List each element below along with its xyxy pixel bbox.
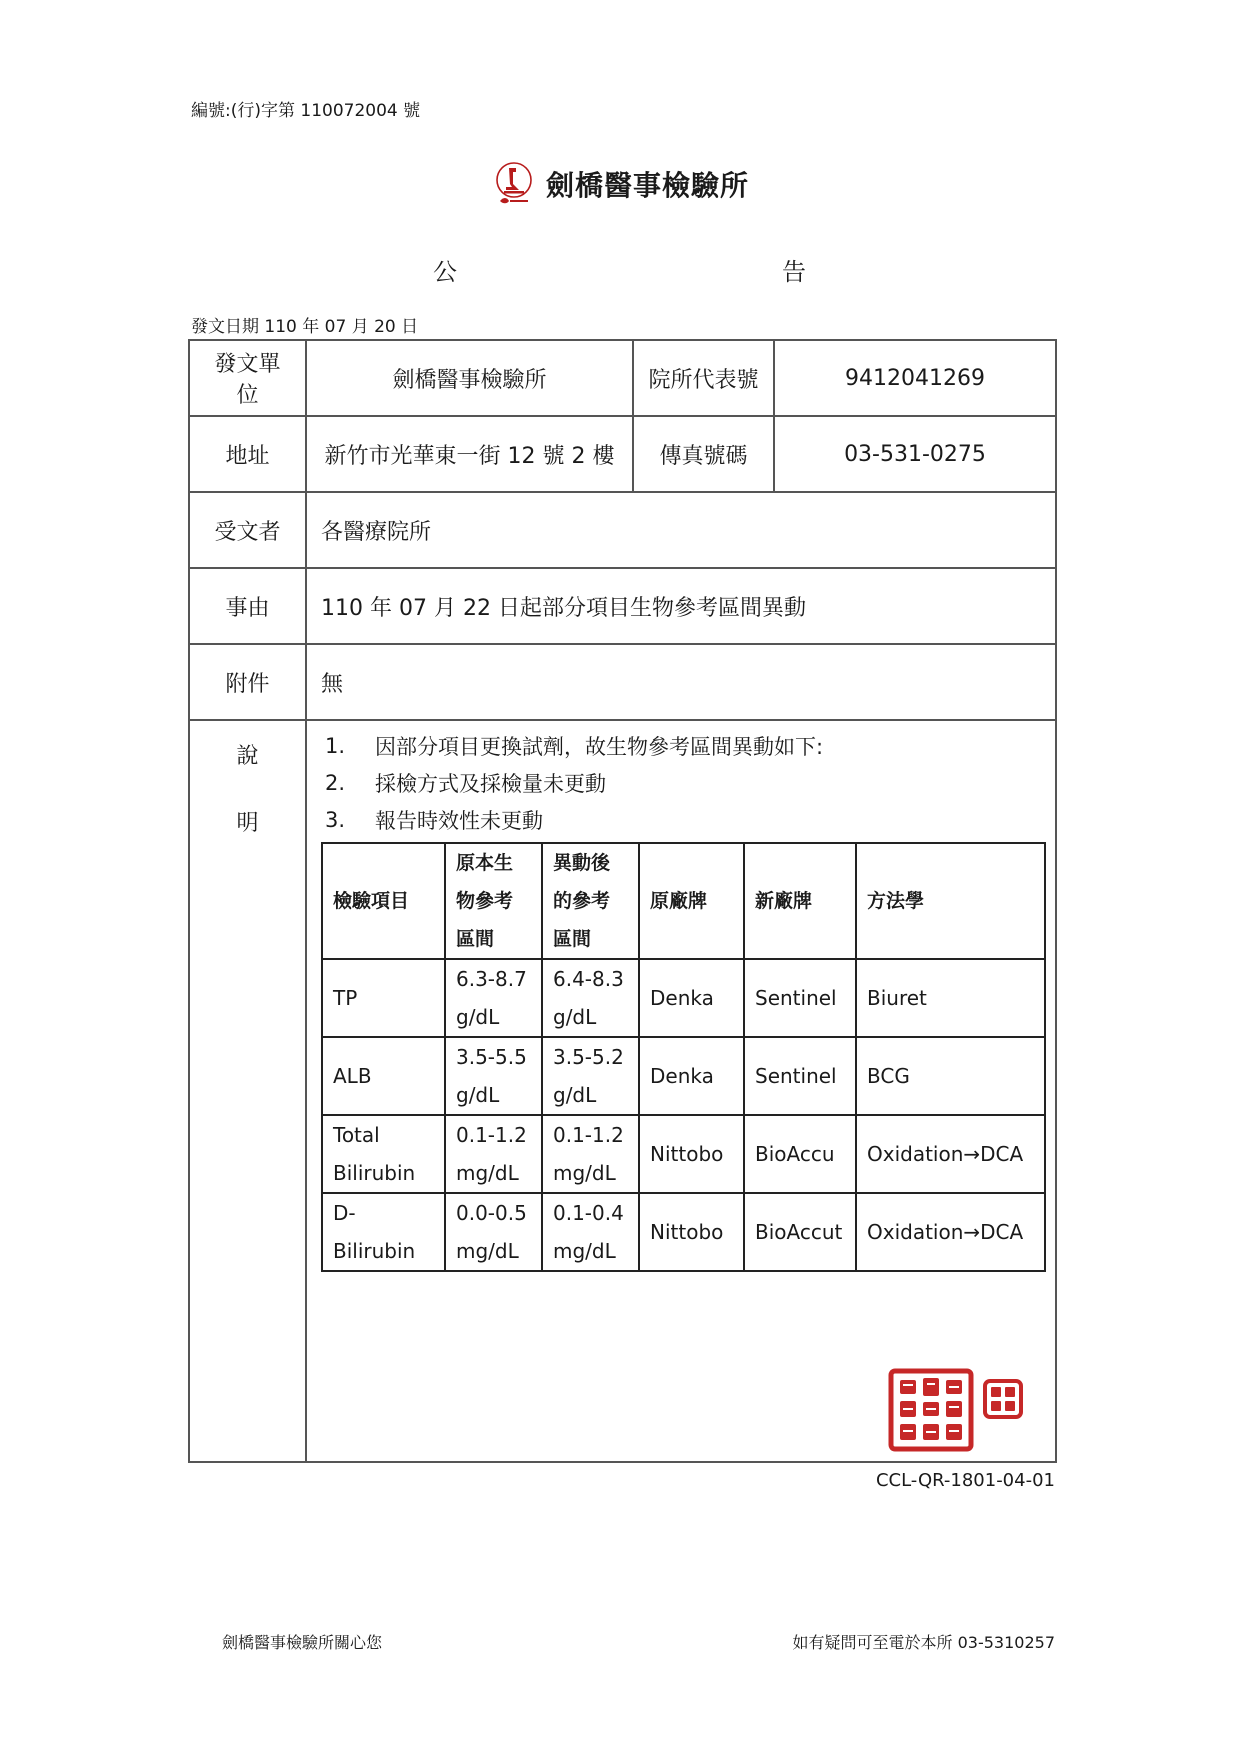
issuer-value: 劍橋醫事檢驗所 xyxy=(306,340,633,416)
cell-methodology: Oxidation→DCA xyxy=(856,1193,1045,1271)
cell-new-brand: Sentinel xyxy=(744,1037,856,1115)
description-item-text: 因部分項目更換試劑，故生物參考區間異動如下: xyxy=(375,734,824,759)
notice-title-char-2: 告 xyxy=(782,258,806,286)
cell-test-item: TP xyxy=(322,959,445,1037)
notice-title-char-1: 公 xyxy=(433,258,457,286)
table-row xyxy=(322,1115,1045,1193)
code-value: 9412041269 xyxy=(774,340,1056,416)
address-row xyxy=(189,416,1056,492)
footer-right-text: 如有疑問可至電於本所 03-5310257 xyxy=(792,1633,1055,1652)
description-item-number: 3. xyxy=(325,807,346,832)
recipient-row xyxy=(189,492,1056,568)
institution-seal-stamp xyxy=(888,1368,974,1452)
table-row xyxy=(322,1193,1045,1271)
description-item xyxy=(319,801,1045,838)
column-header-test-item: 檢驗項目 xyxy=(322,843,445,959)
footer-left-text: 劍橋醫事檢驗所關心您 xyxy=(222,1633,383,1652)
column-header-new-range: 異動後的參考區間 xyxy=(542,843,639,959)
issuer-label: 發文單位 xyxy=(189,340,306,416)
description-label-char: 說 xyxy=(236,744,259,769)
fax-label: 傳真號碼 xyxy=(633,416,774,492)
column-header-original-range: 原本生物參考區間 xyxy=(445,843,542,959)
description-item-number: 2. xyxy=(325,770,346,795)
subject-label: 事由 xyxy=(189,568,306,644)
cell-methodology: Biuret xyxy=(856,959,1045,1037)
cell-original-range: 6.3-8.7 g/dL xyxy=(445,959,542,1037)
issue-date: 發文日期 110 年 07 月 20 日 xyxy=(191,317,419,337)
reference-range-change-table xyxy=(321,842,1046,1272)
director-seal-stamp xyxy=(982,1378,1024,1420)
attachment-value: 無 xyxy=(306,644,1056,720)
table-row xyxy=(322,1037,1045,1115)
form-code: CCL-QR-1801-04-01 xyxy=(875,1470,1055,1491)
cell-new-range: 0.1-0.4 mg/dL xyxy=(542,1193,639,1271)
recipient-label: 受文者 xyxy=(189,492,306,568)
document-number: 編號:(行)字第 110072004 號 xyxy=(191,101,421,121)
microscope-logo-icon xyxy=(492,160,536,208)
description-item-text: 採檢方式及採檢量未更動 xyxy=(375,771,606,796)
change-table-header-row xyxy=(322,843,1045,959)
description-label-char: 明 xyxy=(236,811,259,836)
cell-new-range: 0.1-1.2 mg/dL xyxy=(542,1115,639,1193)
description-item xyxy=(319,727,1045,764)
cell-original-brand: Nittobo xyxy=(639,1115,744,1193)
cell-original-range: 0.0-0.5 mg/dL xyxy=(445,1193,542,1271)
cell-new-brand: BioAccut xyxy=(744,1193,856,1271)
cell-original-brand: Denka xyxy=(639,1037,744,1115)
code-label: 院所代表號 xyxy=(633,340,774,416)
cell-test-item: ALB xyxy=(322,1037,445,1115)
subject-row xyxy=(189,568,1056,644)
description-item-text: 報告時效性未更動 xyxy=(375,808,543,833)
cell-new-brand: BioAccu xyxy=(744,1115,856,1193)
attachment-label: 附件 xyxy=(189,644,306,720)
column-header-methodology: 方法學 xyxy=(856,843,1045,959)
description-item xyxy=(319,764,1045,801)
organization-title: 劍橋醫事檢驗所 xyxy=(545,169,749,202)
cell-methodology: BCG xyxy=(856,1037,1045,1115)
description-body xyxy=(306,720,1056,1462)
description-row xyxy=(189,720,1056,1462)
fax-value: 03-531-0275 xyxy=(774,416,1056,492)
table-row xyxy=(322,959,1045,1037)
cell-original-range: 0.1-1.2 mg/dL xyxy=(445,1115,542,1193)
cell-new-range: 6.4-8.3 g/dL xyxy=(542,959,639,1037)
description-item-number: 1. xyxy=(325,733,346,758)
subject-value: 110 年 07 月 22 日起部分項目生物參考區間異動 xyxy=(306,568,1056,644)
cell-original-brand: Nittobo xyxy=(639,1193,744,1271)
cell-test-item: D-Bilirubin xyxy=(322,1193,445,1271)
attachment-row xyxy=(189,644,1056,720)
cell-methodology: Oxidation→DCA xyxy=(856,1115,1045,1193)
cell-original-brand: Denka xyxy=(639,959,744,1037)
cell-original-range: 3.5-5.5 g/dL xyxy=(445,1037,542,1115)
column-header-new-brand: 新廠牌 xyxy=(744,843,856,959)
issuer-row xyxy=(189,340,1056,416)
notice-form-table xyxy=(188,339,1057,1463)
description-label xyxy=(189,720,306,1462)
address-label: 地址 xyxy=(189,416,306,492)
address-value: 新竹市光華東一街 12 號 2 樓 xyxy=(306,416,633,492)
cell-new-brand: Sentinel xyxy=(744,959,856,1037)
recipient-value: 各醫療院所 xyxy=(306,492,1056,568)
column-header-original-brand: 原廠牌 xyxy=(639,843,744,959)
cell-new-range: 3.5-5.2 g/dL xyxy=(542,1037,639,1115)
cell-test-item: Total Bilirubin xyxy=(322,1115,445,1193)
letterhead xyxy=(0,160,1241,208)
